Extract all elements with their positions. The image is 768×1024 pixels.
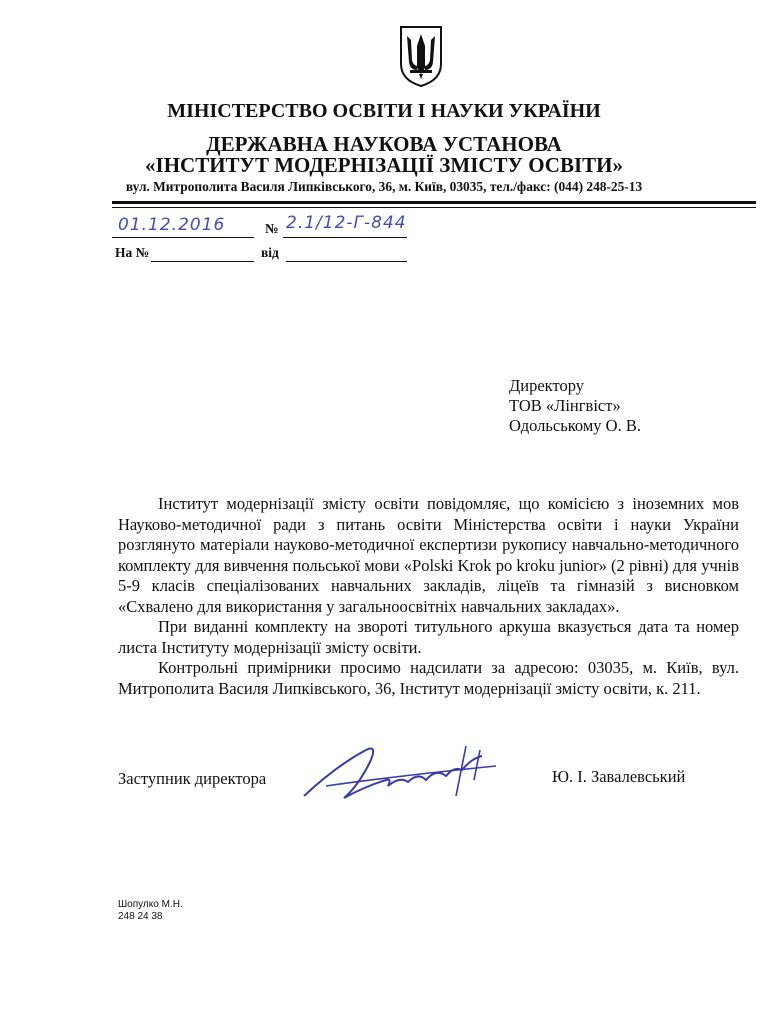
executor-phone: 248 24 38 — [118, 911, 163, 922]
reference-date-label: від — [261, 245, 279, 260]
institution-address: вул. Митрополита Василя Липківського, 36, м. Київ, 03035, тел./факс: (044) 248-25-13 — [125, 179, 643, 194]
handwritten-signature — [296, 736, 516, 810]
recipient-position: Директору — [509, 376, 584, 395]
header-rule-thick — [112, 201, 756, 204]
number-line — [283, 237, 407, 238]
outgoing-date: 01.12.2016 — [118, 215, 226, 235]
institution-type: ДЕРЖАВНА НАУКОВА УСТАНОВА — [206, 132, 562, 156]
reference-number-label: На № — [115, 245, 150, 260]
recipient-company: ТОВ «Лінгвіст» — [509, 396, 621, 415]
ministry-title: МІНІСТЕРСТВО ОСВІТИ І НАУКИ УКРАЇНИ — [167, 100, 601, 122]
body-paragraph: Контрольні примірники просимо надсилати за адресою: 03035, м. Київ, вул. Митрополита Василя Липківського, 36, Інститут модернізації змісту освіти, к. 211. — [118, 658, 739, 698]
body-paragraph: Інститут модернізації змісту освіти повідомляє, що комісією з іноземних мов Науково-методичної ради з питань освіти Міністерства освіти і науки України розглянуто матеріали науково-методичної експертизи рукопису навчально-методичного комплекту для вивчення польської мови «Polski Krok po kroku junior» (2 рівні) для учнів 5-9 класів спеціалізованих навчальних закладів, ліцеїв та гімназій з висновком «Схвалено для використання у загальноосвітніх навчальних закладах». — [118, 494, 739, 616]
coat-of-arms-emblem — [398, 24, 444, 88]
header-rule-thin — [112, 207, 756, 208]
recipient-block — [509, 376, 641, 436]
institution-name: «ІНСТИТУТ МОДЕРНІЗАЦІЇ ЗМІСТУ ОСВІТИ» — [145, 153, 623, 177]
body-paragraph: При виданні комплекту на звороті титульного аркуша вказується дата та номер листа Інституту модернізації змісту освіти. — [118, 617, 739, 657]
number-label: № — [265, 221, 279, 236]
executor-name: Шопулко М.Н. — [118, 899, 183, 910]
outgoing-number: 2.1/12-Г-844 — [286, 213, 407, 233]
signatory-name: Ю. І. Завалевський — [552, 767, 686, 786]
signatory-title: Заступник директора — [118, 769, 267, 788]
reference-number-line — [151, 261, 254, 262]
recipient-name: Одольському О. В. — [509, 416, 641, 435]
executor-info — [118, 899, 183, 923]
date-line — [112, 237, 254, 238]
letter-body — [118, 494, 739, 699]
reference-date-line — [286, 261, 407, 262]
